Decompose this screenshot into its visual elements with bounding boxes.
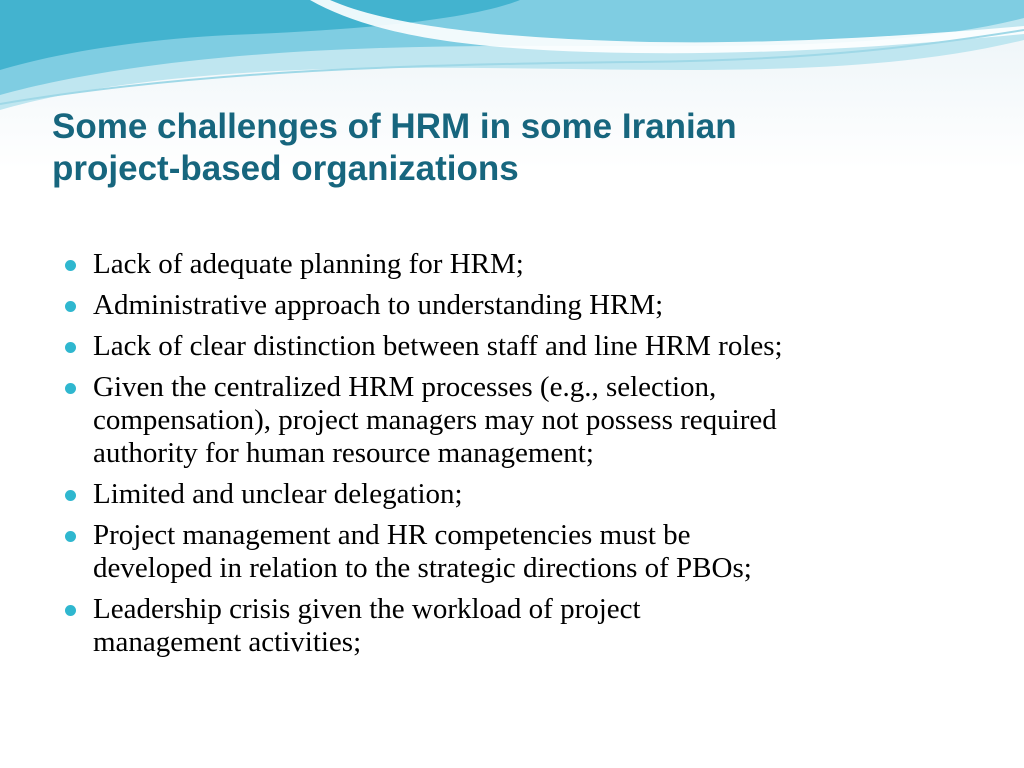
bullet-list (64, 248, 984, 667)
bullet-item (64, 478, 984, 511)
bullet-text-line: developed in relation to the strategic directions of PBOs; (93, 552, 752, 584)
slide-title (52, 106, 952, 190)
bullet-item (64, 371, 984, 470)
bullet-item (64, 593, 984, 659)
bullet-text-line: Administrative approach to understanding HRM; (93, 289, 664, 321)
bullet-icon (65, 301, 76, 312)
bullet-icon (65, 383, 76, 394)
bullet-item (64, 519, 984, 585)
bullet-text-line: Leadership crisis given the workload of project (93, 593, 641, 625)
title-line: Some challenges of HRM in some Iranian (52, 107, 737, 146)
bullet-text-line: authority for human resource management; (93, 437, 594, 469)
bullet-text-line: Lack of clear distinction between staff and line HRM roles; (93, 330, 783, 362)
bullet-text-line: Limited and unclear delegation; (93, 478, 463, 510)
bullet-item (64, 330, 984, 363)
bullet-icon (65, 605, 76, 616)
bullet-text-line: management activities; (93, 626, 362, 658)
bullet-text-line: compensation), project managers may not possess required (93, 404, 777, 436)
bullet-item (64, 289, 984, 322)
bullet-icon (65, 342, 76, 353)
bullet-icon (65, 490, 76, 501)
bullet-icon (65, 260, 76, 271)
bullet-icon (65, 531, 76, 542)
bullet-item (64, 248, 984, 281)
bullet-text-line: Given the centralized HRM processes (e.g., selection, (93, 371, 717, 403)
bullet-text-line: Lack of adequate planning for HRM; (93, 248, 524, 280)
title-line: project-based organizations (52, 149, 519, 188)
bullet-text-line: Project management and HR competencies must be (93, 519, 691, 551)
